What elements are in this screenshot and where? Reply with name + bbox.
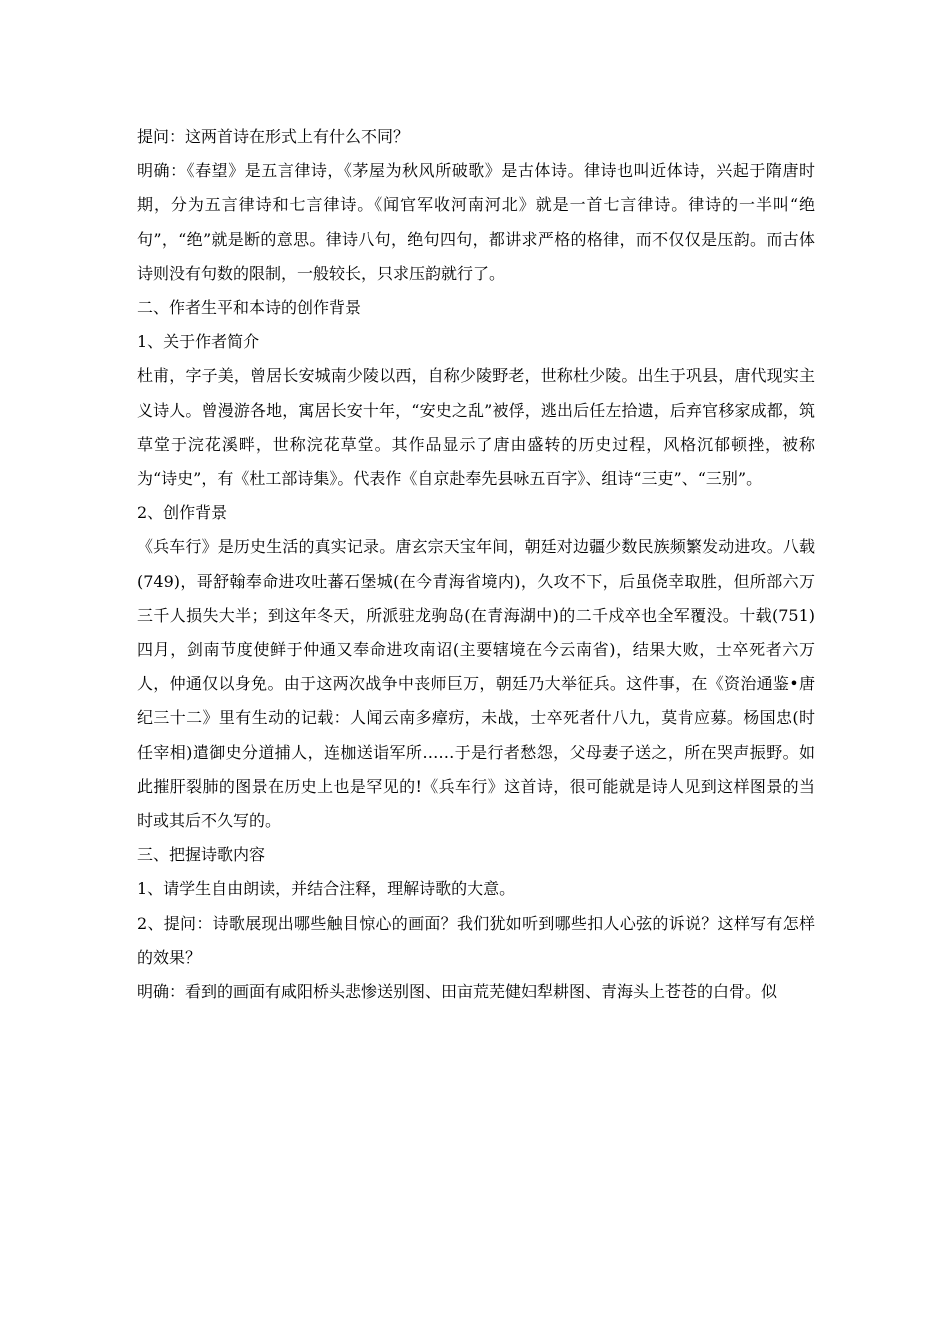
answer-form-difference: 明确：《春望》是五言律诗，《茅屋为秋风所破歌》是古体诗。律诗也叫近体诗，兴起于隋唐时期，分为五言律诗和七言律诗。《闻官军收河南河北》就是一首七言律诗。律诗的一半叫“绝句”，“绝”就是断的意思。律诗八句，绝句四句，都讲求严格的格律，而不仅仅是压韵。而古体诗则没有句数的限制，一般较长，只求压韵就行了。	[137, 161, 815, 283]
item-free-reading: 1、请学生自由朗读，并结合注释，理解诗歌的大意。	[137, 879, 516, 899]
question-form-difference: 提问：这两首诗在形式上有什么不同？	[137, 127, 410, 146]
subheading-author-intro: 1、关于作者简介	[137, 332, 260, 352]
document-body	[137, 120, 815, 1009]
subheading-creation-background: 2、创作背景	[137, 503, 228, 523]
section-heading-author-background: 二、作者生平和本诗的创作背景	[137, 298, 362, 318]
answer-scenes: 明确：看到的画面有咸阳桥头悲惨送别图、田亩荒芜健妇犁耕图、青海头上苍苍的白骨。似	[137, 982, 778, 1002]
section-heading-poem-content: 三、把握诗歌内容	[137, 845, 266, 865]
item-question-scenes: 2、提问：诗歌展现出哪些触目惊心的画面？我们犹如听到哪些扣人心弦的诉说？这样写有怎样的效果？	[137, 913, 815, 967]
paragraph-creation-background: 《兵车行》是历史生活的真实记录。唐玄宗天宝年间，朝廷对边疆少数民族频繁发动进攻。八载(749)，哥舒翰奉命进攻吐蕃石堡城(在今青海省境内)，久攻不下，后虽侥幸取胜，但所部六万三千人损失大半；到这年冬天，所派驻龙驹岛(在青海湖中)的二千戍卒也全军覆没。十载(751)四月，剑南节度使鲜于仲通又奉命进攻南诏(主要辖境在今云南省)，结果大败，士卒死者六万人，仲通仅以身免。由于这两次战争中丧师巨万，朝廷乃大举征兵。这件事，在《资治通鉴•唐纪三十二》里有生动的记载：人闻云南多瘴疠，未战，士卒死者什八九，莫肯应募。杨国忠(时任宰相)遣御史分道捕人，连枷送诣军所……于是行者愁怨，父母妻子送之，所在哭声振野。如此摧肝裂肺的图景在历史上也是罕见的!《兵车行》这首诗，很可能就是诗人见到这样图景的当时或其后不久写的。	[137, 537, 815, 831]
paragraph-author-bio: 杜甫，字子美，曾居长安城南少陵以西，自称少陵野老，世称杜少陵。出生于巩县，唐代现实主义诗人。曾漫游各地，寓居长安十年，“安史之乱”被俘，逃出后任左拾遗，后弃官移家成都，筑草堂于浣花溪畔，世称浣花草堂。其作品显示了唐由盛转的历史过程，风格沉郁顿挫，被称为“诗史”，有《杜工部诗集》。代表作《自京赴奉先县咏五百字》、组诗“三吏”、“三别”。	[137, 366, 815, 489]
